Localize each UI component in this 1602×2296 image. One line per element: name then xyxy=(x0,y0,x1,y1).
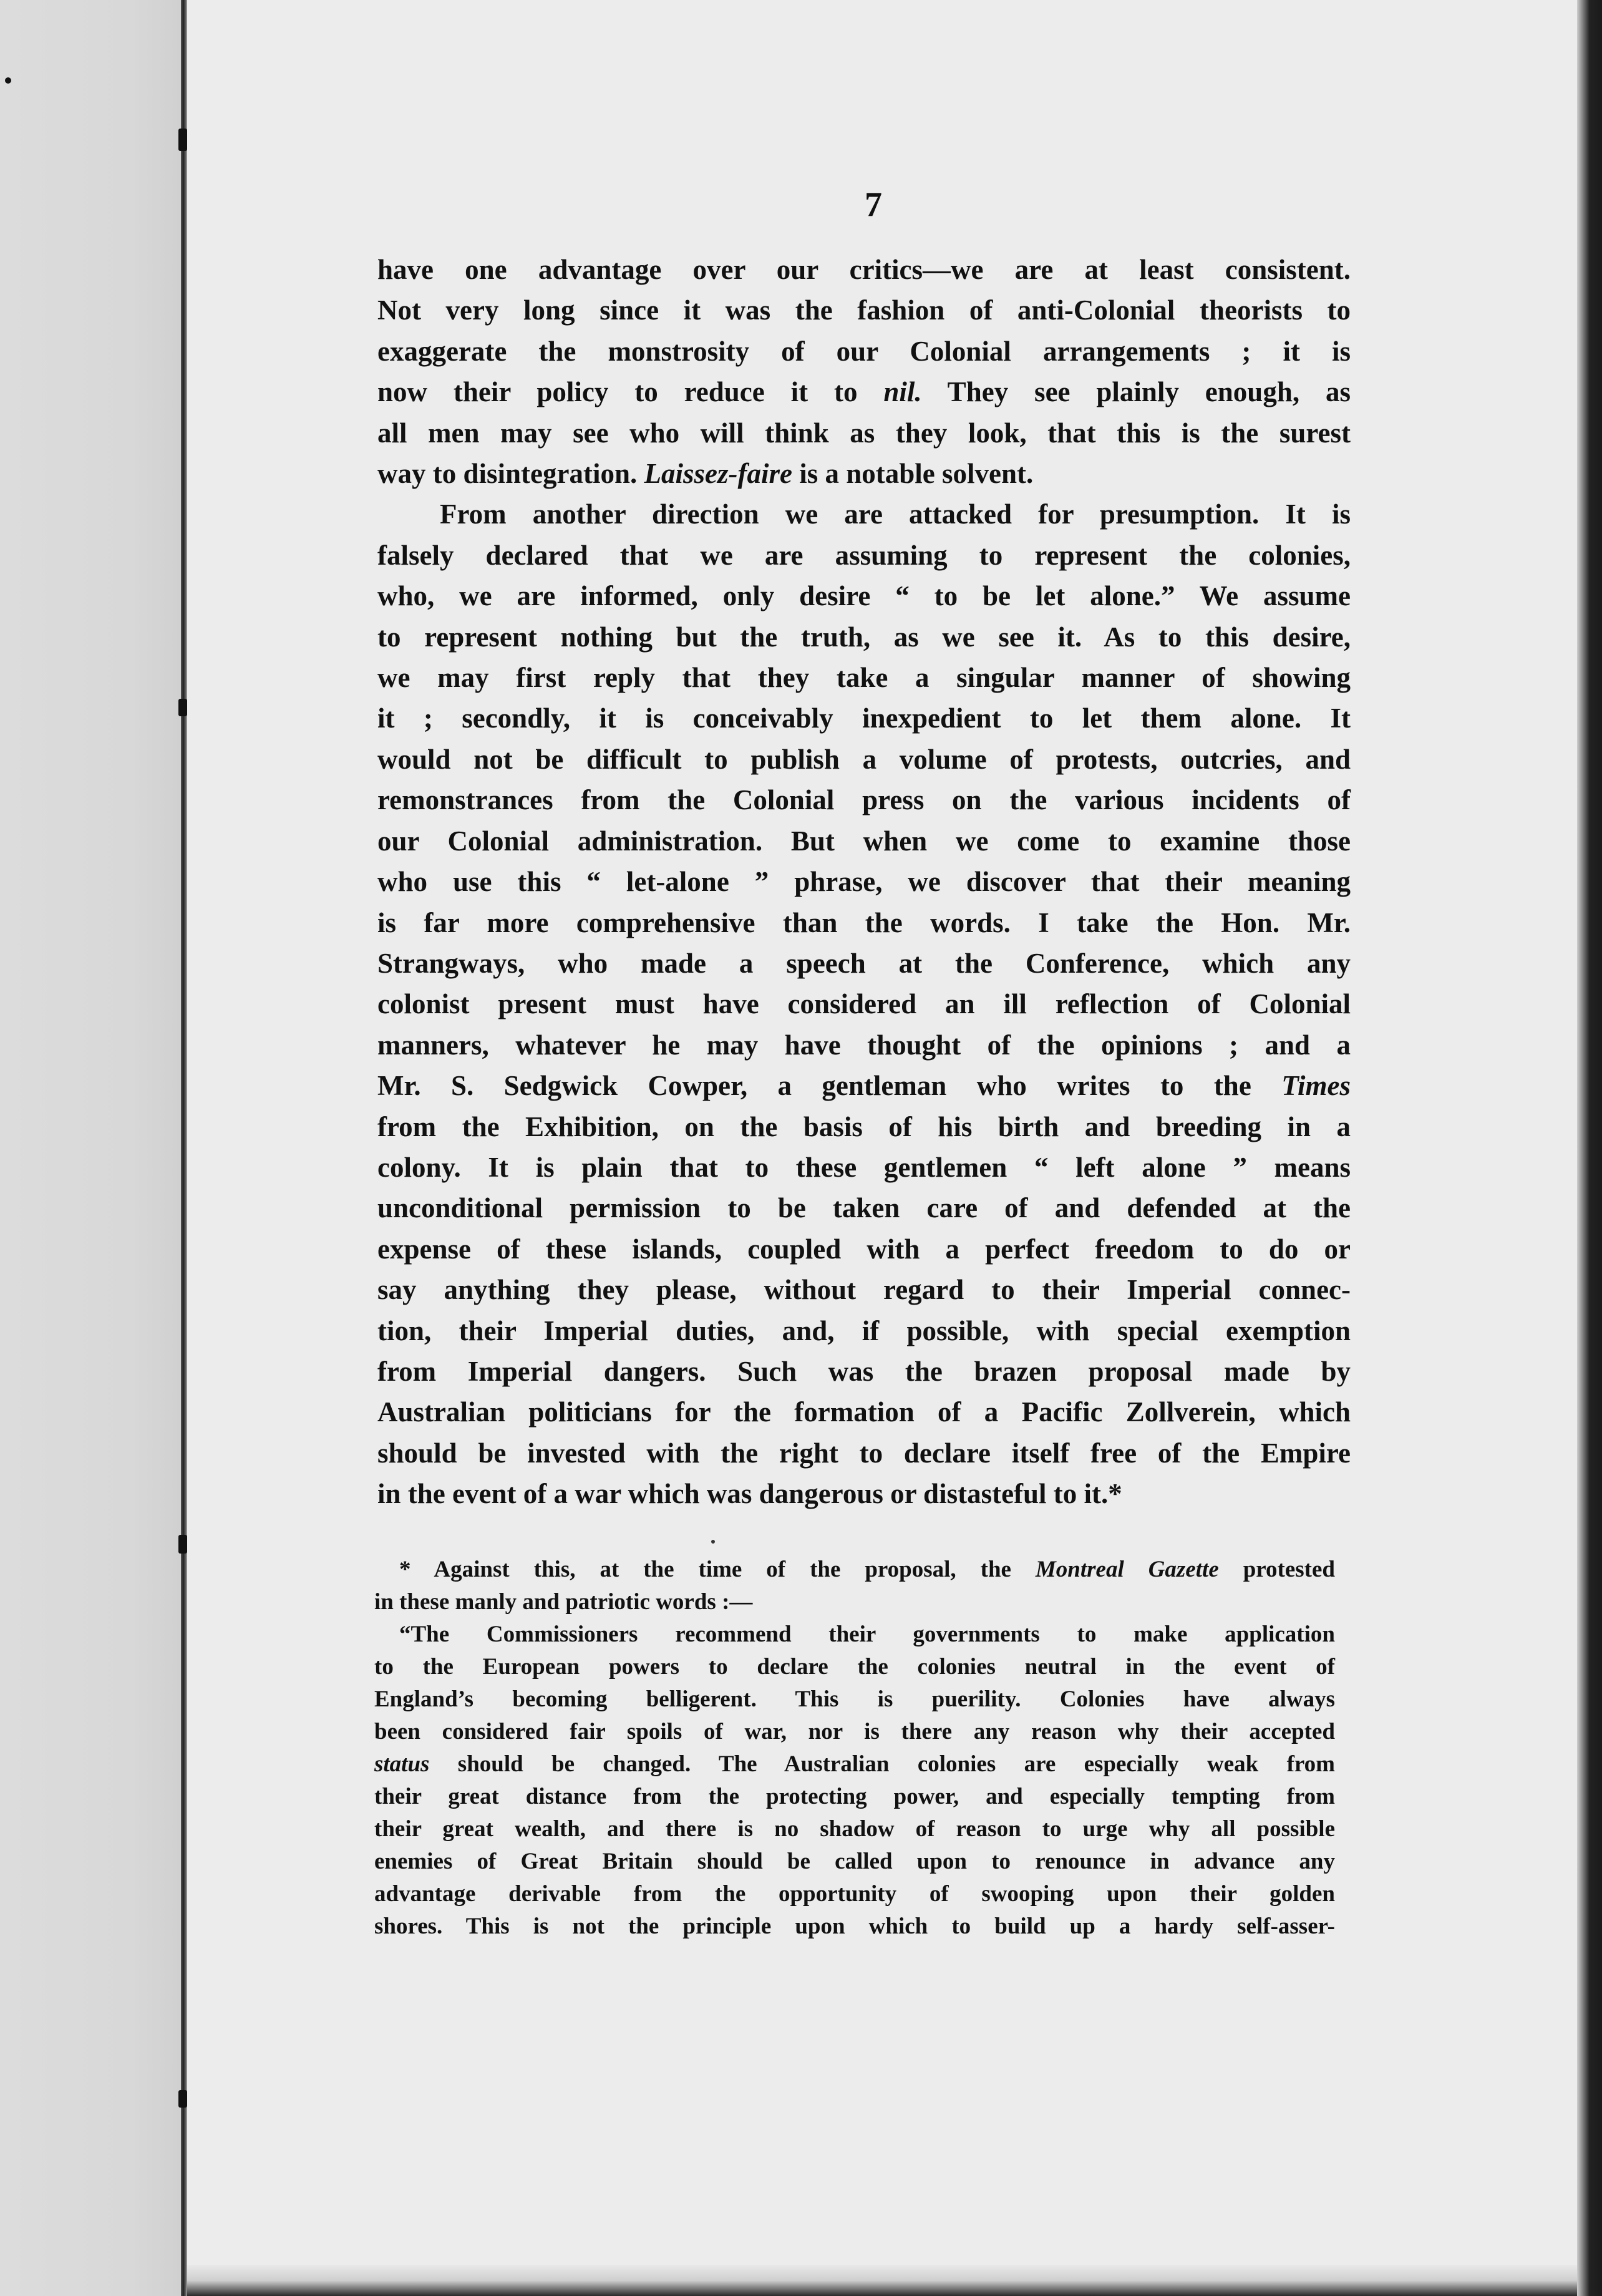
body-line: have one advantage over our critics—we are at least consistent. xyxy=(377,254,1351,285)
footnote-line: shores. This is not the principle upon which to build up a hardy self-asser- xyxy=(374,1914,1335,1939)
footnotes xyxy=(374,1554,1335,1943)
footnote-line: enemies of Great Britain should be called upon to renounce in advance any xyxy=(374,1849,1335,1874)
footnote-line: status should be changed. The Australian colonies are especially weak from xyxy=(374,1751,1335,1777)
scan-left-margin xyxy=(0,0,187,2296)
body-line: remonstrances from the Colonial press on the various incidents of xyxy=(377,784,1351,816)
body-line: way to disintegration. Laissez-faire is a notable solvent. xyxy=(377,458,1034,490)
footnote-line: their great distance from the protecting power, and especially tempting from xyxy=(374,1784,1335,1809)
page-number: 7 xyxy=(865,185,882,224)
footnote-line: their great wealth, and there is no shadow of reason to urge why all possible xyxy=(374,1816,1335,1842)
body-line: now their policy to reduce it to nil. They see plainly enough, as xyxy=(377,376,1351,408)
body-line: who use this “ let-alone ” phrase, we discover that their meaning xyxy=(377,866,1351,898)
scan-spine-edge xyxy=(181,0,187,2296)
body-line: our Colonial administration. But when we come to examine those xyxy=(377,825,1351,857)
body-line: expense of these islands, coupled with a perfect freedom to do or xyxy=(377,1233,1351,1265)
body-line: should be invested with the right to declare itself free of the Empire xyxy=(377,1437,1351,1469)
body-line: from the Exhibition, on the basis of his birth and breeding in a xyxy=(377,1111,1351,1142)
body-line: to represent nothing but the truth, as we see it. As to this desire, xyxy=(377,621,1351,653)
body-line: From another direction we are attacked for presumption. It is xyxy=(440,499,1351,530)
spine-binding-mark xyxy=(178,1535,187,1554)
body-line: Mr. S. Sedgwick Cowper, a gentleman who writes to the Times xyxy=(377,1070,1351,1102)
footnote-line: in these manly and patriotic words :— xyxy=(374,1589,753,1615)
body-line: is far more comprehensive than the words. I take the Hon. Mr. xyxy=(377,907,1351,938)
body-line: it ; secondly, it is conceivably inexpedient to let them alone. It xyxy=(377,703,1351,734)
footnote-separator xyxy=(711,1540,715,1544)
body-text xyxy=(377,250,1351,1515)
body-line: colony. It is plain that to these gentlemen “ left alone ” means xyxy=(377,1151,1351,1183)
scan-speck xyxy=(5,77,11,84)
footnote-line: been considered fair spoils of war, nor is there any reason why their accepted xyxy=(374,1719,1335,1744)
body-line: Australian politicians for the formation of a Pacific Zollverein, which xyxy=(377,1396,1351,1428)
footnote-line: England’s becoming belligerent. This is puerility. Colonies have always xyxy=(374,1686,1335,1712)
spine-binding-mark xyxy=(178,2090,187,2108)
body-line: exaggerate the monstrosity of our Colonial arrangements ; it is xyxy=(377,335,1351,367)
body-line: all men may see who will think as they look, that this is the surest xyxy=(377,417,1351,449)
body-line: Strangways, who made a speech at the Conference, which any xyxy=(377,947,1351,979)
footnote-line: advantage derivable from the opportunity of swooping upon their golden xyxy=(374,1881,1335,1907)
body-line: falsely declared that we are assuming to represent the colonies, xyxy=(377,539,1351,571)
body-line: unconditional permission to be taken care of and defended at the xyxy=(377,1192,1351,1224)
footnote-line: to the European powers to declare the colonies neutral in the event of xyxy=(374,1654,1335,1680)
body-line: manners, whatever he may have thought of the opinions ; and a xyxy=(377,1029,1351,1061)
scan-right-edge xyxy=(1577,0,1602,2296)
spine-binding-mark xyxy=(178,129,187,151)
body-line: would not be difficult to publish a volume of protests, outcries, and xyxy=(377,743,1351,775)
footnote-line: * Against this, at the time of the proposal, the Montreal Gazette protested xyxy=(399,1557,1335,1582)
body-line: in the event of a war which was dangerous or distasteful to it.* xyxy=(377,1478,1122,1510)
body-line: who, we are informed, only desire “ to be let alone.” We assume xyxy=(377,580,1351,612)
body-line: colonist present must have considered an ill reflection of Colonial xyxy=(377,988,1351,1020)
spine-binding-mark xyxy=(178,699,187,716)
body-line: Not very long since it was the fashion of anti-Colonial theorists to xyxy=(377,294,1351,326)
body-line: from Imperial dangers. Such was the brazen proposal made by xyxy=(377,1355,1351,1387)
body-line: tion, their Imperial duties, and, if possible, with special exemption xyxy=(377,1315,1351,1346)
scan-bottom-edge xyxy=(187,2265,1577,2296)
body-line: say anything they please, without regard to their Imperial connec- xyxy=(377,1274,1351,1306)
footnote-line: “The Commissioners recommend their governments to make application xyxy=(399,1622,1335,1647)
body-line: we may first reply that they take a singular manner of showing xyxy=(377,662,1351,694)
